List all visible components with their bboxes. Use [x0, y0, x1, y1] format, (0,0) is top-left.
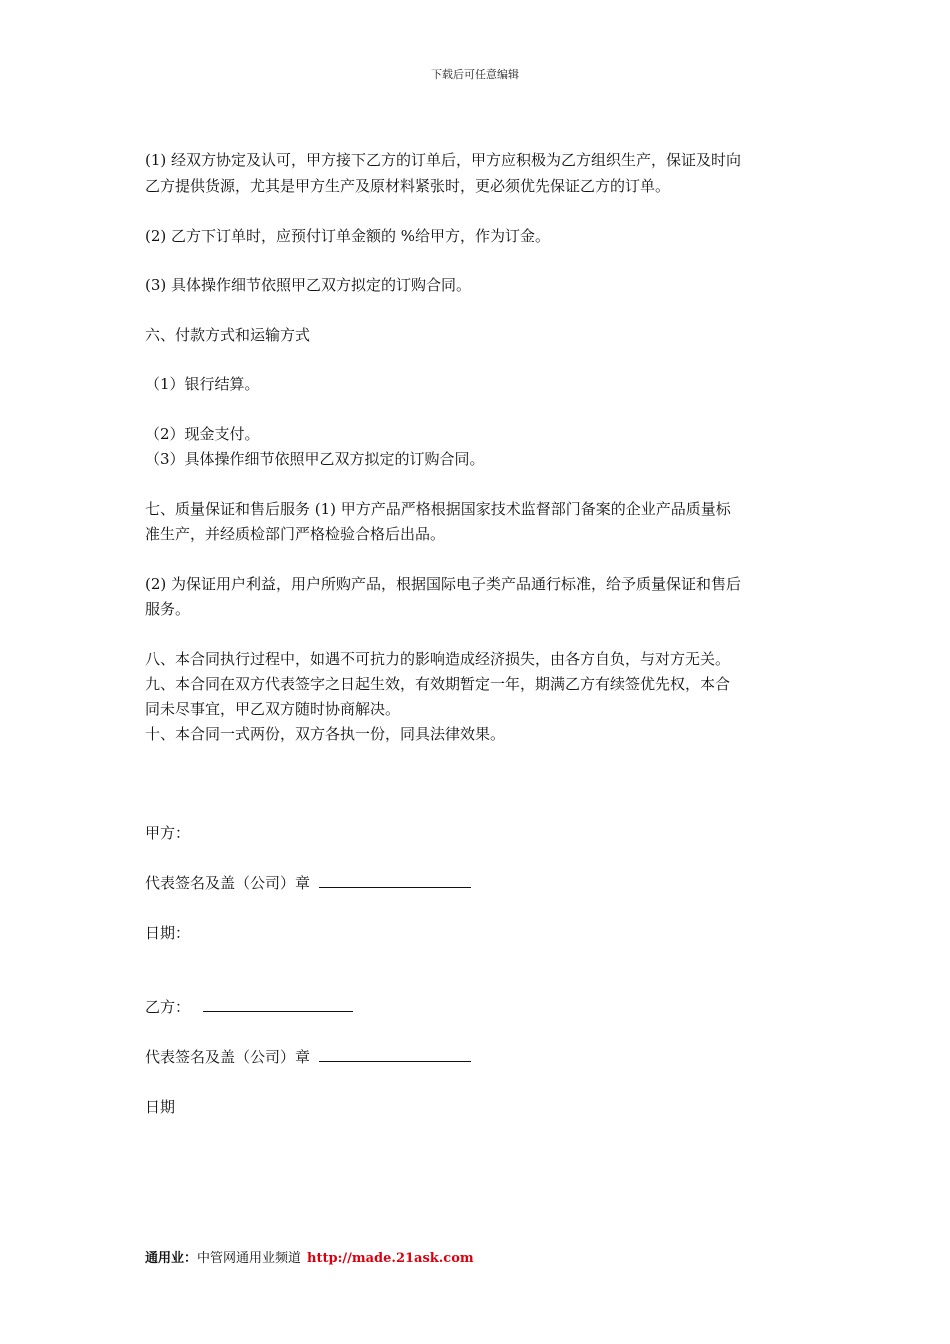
section-6-item-1: （1）银行结算。 — [145, 375, 260, 393]
section-7-line-2: 准生产，并经质检部门严格检验合格后出品。 — [145, 525, 446, 543]
section-6-item-3: （3）具体操作细节依照甲乙双方拟定的订购合同。 — [145, 450, 485, 468]
section-9-line-1: 九、本合同在双方代表签字之日起生效，有效期暂定一年，期满乙方有续签优先权，本合 — [145, 675, 731, 693]
section-8: 八、本合同执行过程中，如遇不可抗力的影响造成经济损失，由各方自负，与对方无关。 — [145, 650, 731, 668]
party-b-signature-blank[interactable] — [319, 1045, 471, 1062]
party-b-label: 乙方： — [145, 998, 191, 1016]
party-b-rep-label: 代表签名及盖（公司）章 — [145, 1048, 311, 1066]
party-a-rep-label: 代表签名及盖（公司）章 — [145, 874, 311, 892]
clause-5-3: (3) 具体操作细节依照甲乙双方拟定的订购合同。 — [145, 276, 472, 294]
clause-5-1-line-2: 乙方提供货源，尤其是甲方生产及原材料紧张时，更必须优先保证乙方的订单。 — [145, 177, 671, 195]
section-7-2-line-1: (2) 为保证用户利益，用户所购产品，根据国际电子类产品通行标准，给予质量保证和售后 — [145, 575, 742, 593]
clause-5-1-line-1: (1) 经双方协定及认可，甲方接下乙方的订单后，甲方应积极为乙方组织生产，保证及时向 — [145, 151, 742, 169]
party-a-label: 甲方： — [145, 824, 191, 842]
section-10: 十、本合同一式两份，双方各执一份，同具法律效果。 — [145, 725, 506, 743]
party-b-name-blank[interactable] — [203, 995, 353, 1012]
section-9-line-2: 同未尽事宜，甲乙双方随时协商解决。 — [145, 700, 401, 718]
clause-5-2: (2) 乙方下订单时，应预付订单金额的 %给甲方，作为订金。 — [145, 227, 551, 245]
section-7-2-line-2: 服务。 — [145, 600, 191, 618]
section-6-title: 六、付款方式和运输方式 — [145, 326, 311, 344]
footer-channel: 中管网通用业频道 — [197, 1251, 302, 1266]
footer-label: 通用业： — [145, 1251, 198, 1266]
party-a-date-label: 日期： — [145, 924, 191, 942]
party-a-representative — [145, 871, 810, 896]
section-7-line-1: 七、质量保证和售后服务 (1) 甲方产品严格根据国家技术监督部门备案的企业产品质量标 — [145, 500, 731, 518]
page-footer — [145, 1247, 474, 1266]
party-b-representative — [145, 1045, 810, 1070]
page-header: 下载后可任意编辑 — [431, 68, 519, 81]
party-b-row — [145, 995, 810, 1020]
footer-url-link[interactable]: http://made.21ask.com — [307, 1251, 474, 1266]
party-b-date-label: 日期 — [145, 1098, 176, 1116]
section-6-item-2: （2）现金支付。 — [145, 425, 260, 443]
party-a-signature-blank[interactable] — [319, 871, 471, 888]
